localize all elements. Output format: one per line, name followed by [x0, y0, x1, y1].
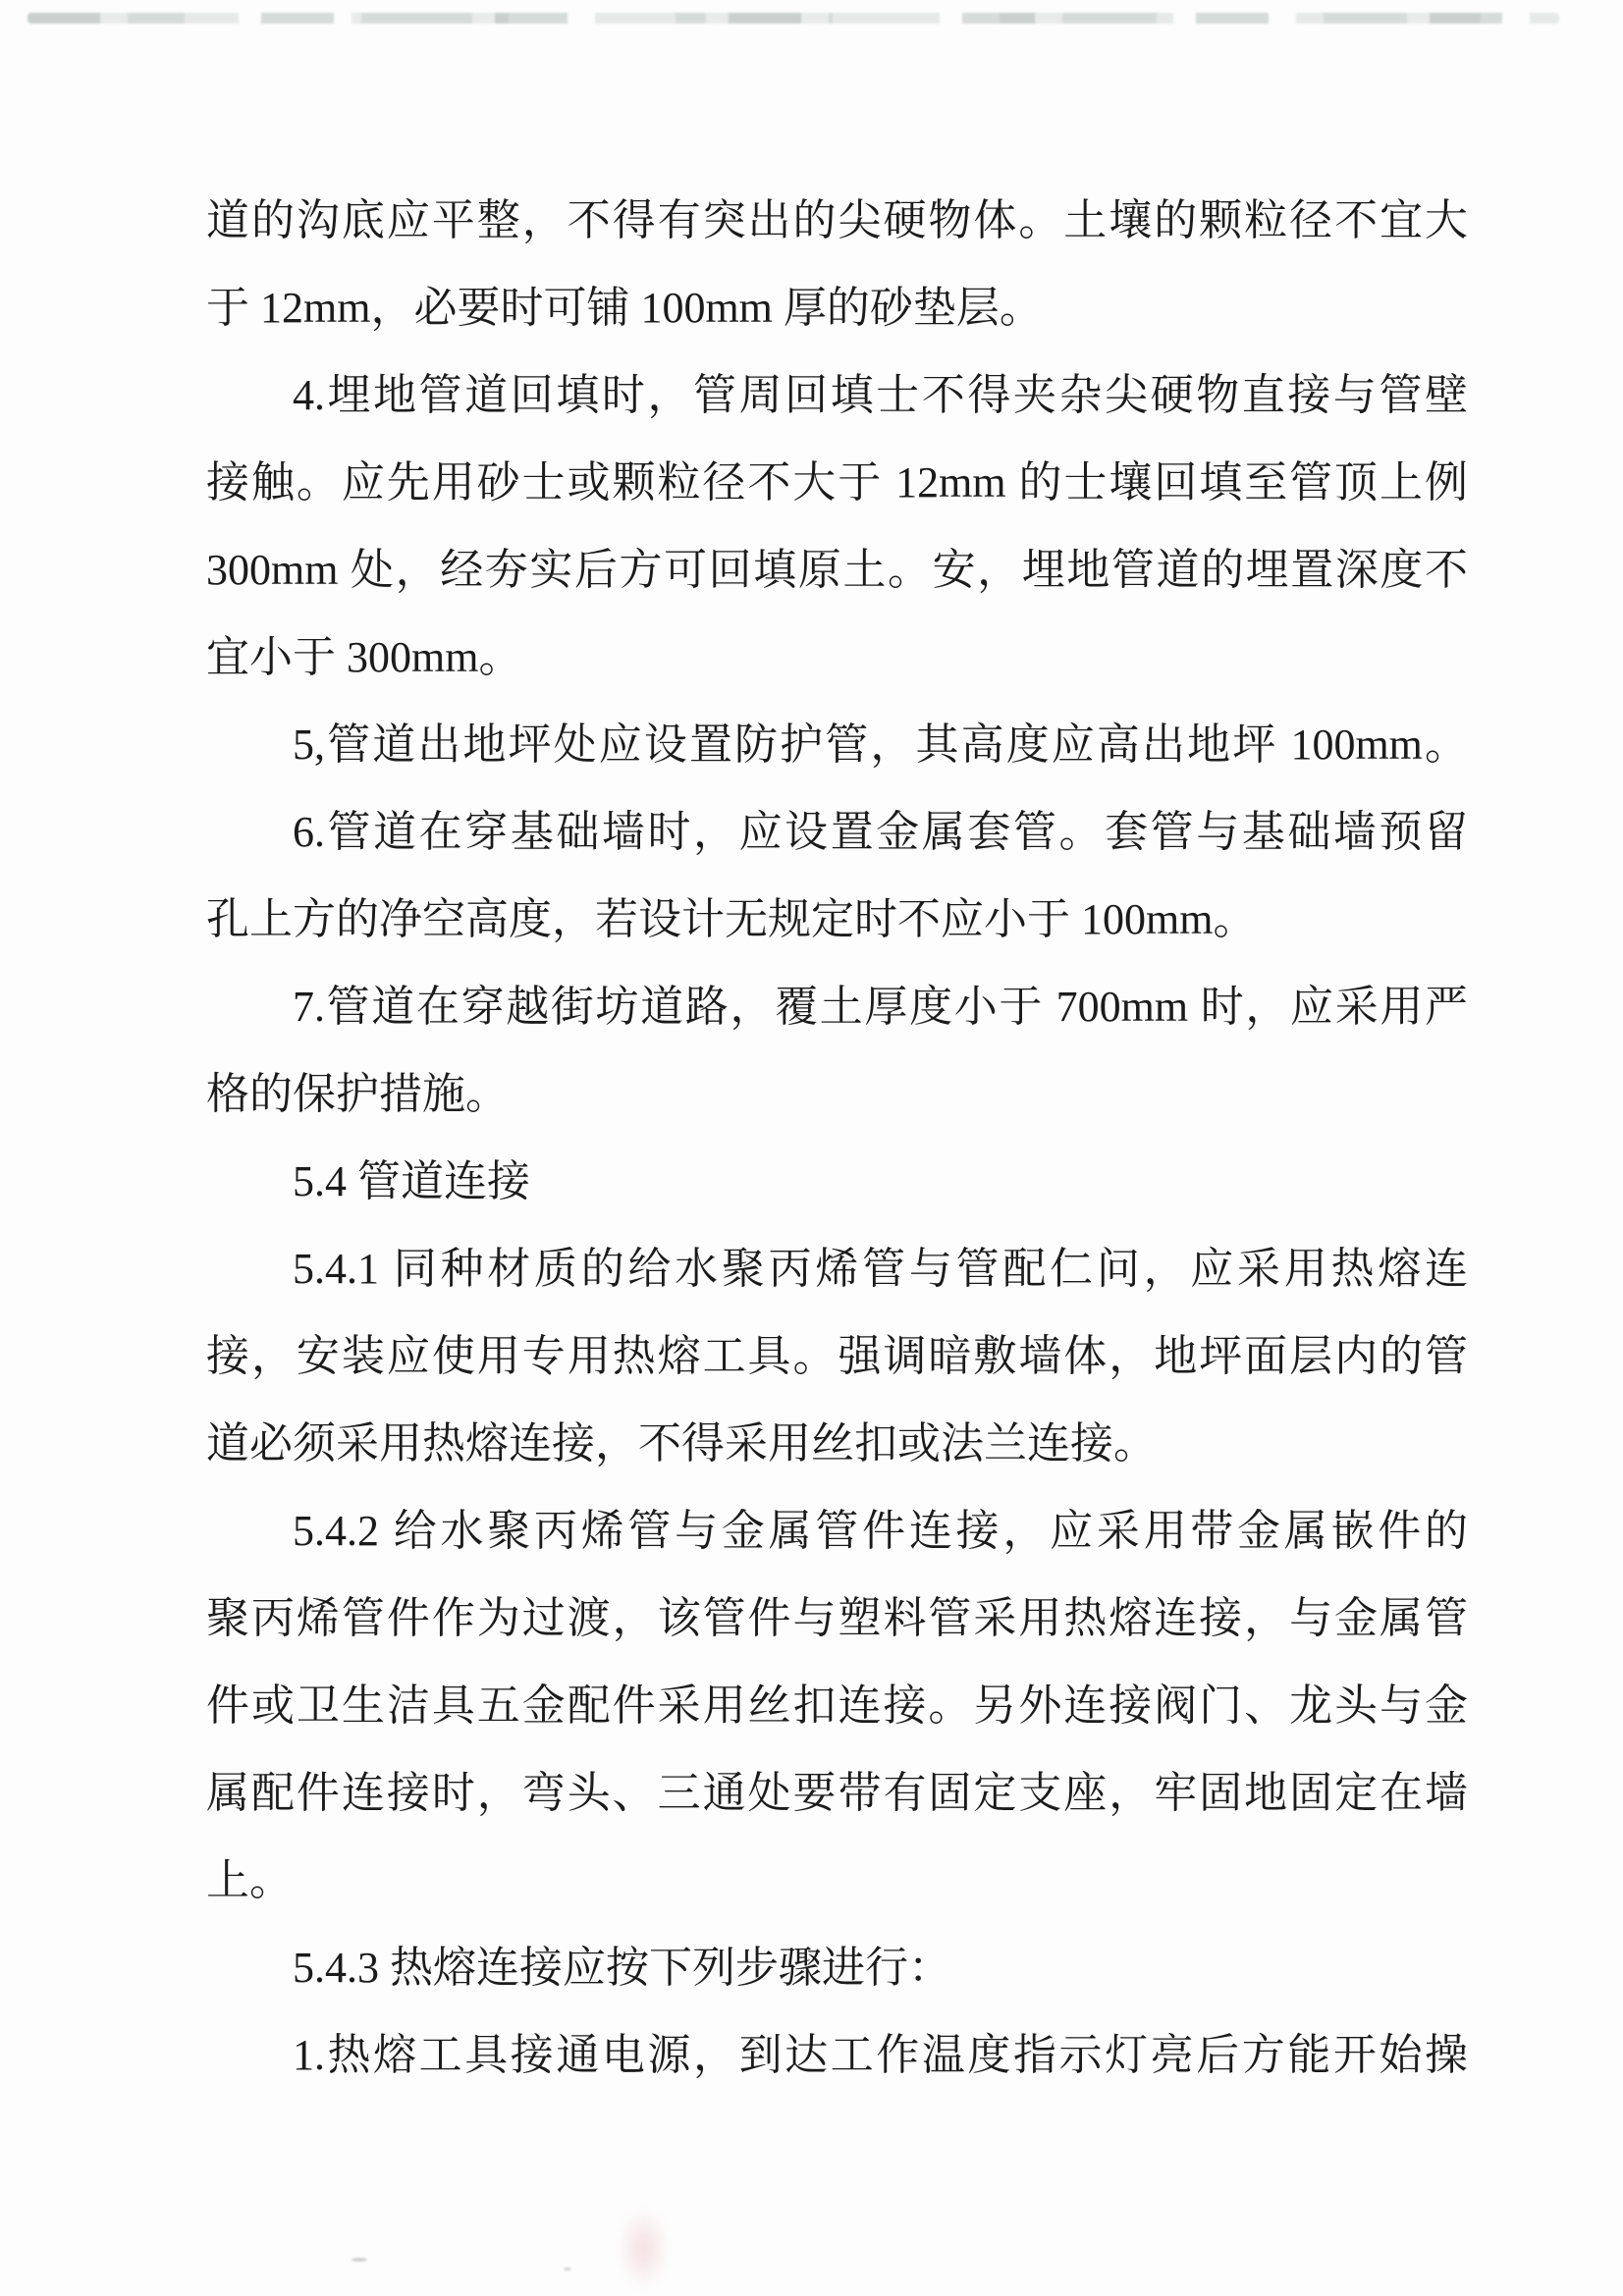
scanner-noise-band	[27, 13, 1559, 24]
text-line: 5.4.1 同种材质的给水聚丙烯管与管配仁问，应采用热熔连	[293, 1245, 1468, 1293]
text-line: 于 12mm，必要时可铺 100mm 厚的砂垫层。	[206, 284, 1043, 332]
text-line: 1.热熔工具接通电源，到达工作温度指示灯亮后方能开始操	[293, 2031, 1468, 2079]
text-line: 道必须采用热熔连接，不得采用丝扣或法兰连接。	[206, 1419, 1157, 1468]
text-line: 上。	[206, 1856, 293, 1904]
scan-speck	[564, 2268, 571, 2270]
scan-speck	[352, 2258, 367, 2262]
text-line: 5.4.2 给水聚丙烯管与金属管件连接，应采用带金属嵌件的	[293, 1507, 1468, 1555]
text-line: 5,管道出地坪处应设置防护管，其高度应高出地坪 100mm。	[293, 721, 1468, 769]
text-line: 孔上方的净空高度，若设计无规定时不应小于 100mm。	[206, 895, 1257, 943]
text-line: 接，安装应使用专用热熔工具。强调暗敷墙体，地坪面层内的管	[206, 1332, 1468, 1380]
text-line: 5.4 管道连接	[293, 1157, 530, 1205]
text-line: 300mm 处，经夯实后方可回填原土。安，埋地管道的埋置深度不	[206, 546, 1468, 594]
text-line: 道的沟底应平整，不得有突出的尖硬物体。土壤的颗粒径不宜大	[206, 196, 1468, 244]
text-line: 宜小于 300mm。	[206, 633, 522, 681]
text-line: 接触。应先用砂士或颗粒径不大于 12mm 的士壤回填至管顶上例	[206, 458, 1468, 507]
text-line: 5.4.3 热熔连接应按下列步骤进行：	[293, 1944, 951, 1992]
text-line: 6.管道在穿基础墙时，应设置金属套管。套管与基础墙预留	[293, 808, 1468, 856]
text-line: 格的保护措施。	[206, 1070, 509, 1118]
text-line: 聚丙烯管件作为过渡，该管件与塑料管采用热熔连接，与金属管	[206, 1594, 1468, 1642]
text-line: 件或卫生洁具五金配件采用丝扣连接。另外连接阀门、龙头与金	[206, 1682, 1468, 1730]
text-line: 4.埋地管道回填时，管周回填士不得夹杂尖硬物直接与管壁	[293, 371, 1468, 419]
text-line: 7.管道在穿越街坊道路，覆土厚度小于 700mm 时，应采用严	[293, 983, 1468, 1031]
text-line: 属配件连接时，弯头、三通处要带有固定支座，牢固地固定在墙	[206, 1769, 1468, 1817]
text-block	[206, 177, 1468, 2099]
scan-smudge	[617, 2207, 671, 2290]
